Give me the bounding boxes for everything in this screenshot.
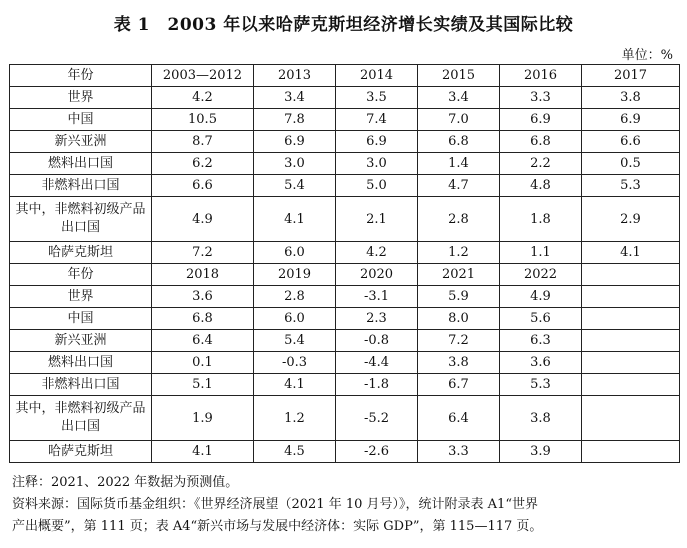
table-row (10, 87, 680, 109)
header-row (10, 65, 680, 87)
table-row (10, 441, 680, 463)
value-cell: 4.9 (500, 286, 582, 308)
value-cell: 4.1 (582, 242, 680, 264)
value-cell: 4.1 (254, 374, 336, 396)
value-cell: 0.5 (582, 153, 680, 175)
value-cell: 6.7 (418, 374, 500, 396)
value-cell: 3.3 (418, 441, 500, 463)
note-line: 注释：2021、2022 年数据为预测值。 (12, 475, 239, 490)
row-label: 其中，非燃料初级产品出口国 (10, 197, 152, 242)
unit-label: 单位：% (621, 48, 673, 63)
value-cell: 10.5 (152, 109, 254, 131)
year-header (582, 264, 680, 286)
value-cell: 4.2 (336, 242, 418, 264)
value-cell: 1.9 (152, 396, 254, 441)
value-cell: 6.4 (418, 396, 500, 441)
value-cell: 1.2 (254, 396, 336, 441)
row-label: 世界 (10, 286, 152, 308)
row-label: 其中，非燃料初级产品出口国 (10, 396, 152, 441)
value-cell: 6.8 (152, 308, 254, 330)
year-header: 2022 (500, 264, 582, 286)
table-row (10, 396, 680, 441)
value-cell: 3.0 (254, 153, 336, 175)
row-label: 哈萨克斯坦 (10, 441, 152, 463)
table-row (10, 131, 680, 153)
value-cell (582, 330, 680, 352)
value-cell (582, 352, 680, 374)
value-cell: 8.0 (418, 308, 500, 330)
source-line: 产出概要”，第 111 页；表 A4“新兴市场与发展中经济体：实际 GDP”，第 115—117 页。 (12, 519, 543, 534)
row-label: 年份 (10, 65, 152, 87)
value-cell: 2.8 (418, 197, 500, 242)
value-cell: 2.2 (500, 153, 582, 175)
value-cell: 6.9 (254, 131, 336, 153)
value-cell: 5.4 (254, 330, 336, 352)
value-cell: 2.1 (336, 197, 418, 242)
value-cell (582, 286, 680, 308)
value-cell: 0.1 (152, 352, 254, 374)
notes (12, 472, 680, 538)
row-label: 非燃料出口国 (10, 374, 152, 396)
year-header: 2017 (582, 65, 680, 87)
value-cell: 7.0 (418, 109, 500, 131)
row-label: 非燃料出口国 (10, 175, 152, 197)
value-cell: 6.8 (500, 131, 582, 153)
year-header: 2019 (254, 264, 336, 286)
year-header: 2013 (254, 65, 336, 87)
year-header: 2020 (336, 264, 418, 286)
row-label: 新兴亚洲 (10, 131, 152, 153)
value-cell: 7.2 (152, 242, 254, 264)
value-cell: 6.9 (582, 109, 680, 131)
value-cell: 6.9 (500, 109, 582, 131)
value-cell: -1.8 (336, 374, 418, 396)
value-cell: 4.7 (418, 175, 500, 197)
value-cell: 3.8 (500, 396, 582, 441)
table-title: 表 1 2003 年以来哈萨克斯坦经济增长实绩及其国际比较 (113, 15, 574, 35)
value-cell: 5.0 (336, 175, 418, 197)
value-cell: 2.9 (582, 197, 680, 242)
value-cell: -0.3 (254, 352, 336, 374)
year-header: 2015 (418, 65, 500, 87)
table-row (10, 242, 680, 264)
value-cell: 3.4 (254, 87, 336, 109)
value-cell: 8.7 (152, 131, 254, 153)
row-label: 世界 (10, 87, 152, 109)
value-cell: 6.6 (152, 175, 254, 197)
growth-table (9, 64, 680, 463)
table-row (10, 197, 680, 242)
value-cell: 2.8 (254, 286, 336, 308)
table-row (10, 175, 680, 197)
value-cell: 1.2 (418, 242, 500, 264)
value-cell: 1.4 (418, 153, 500, 175)
value-cell: -0.8 (336, 330, 418, 352)
value-cell: 4.5 (254, 441, 336, 463)
year-header: 2018 (152, 264, 254, 286)
value-cell: 1.1 (500, 242, 582, 264)
value-cell: 6.9 (336, 131, 418, 153)
value-cell (582, 374, 680, 396)
value-cell (582, 308, 680, 330)
value-cell: 5.9 (418, 286, 500, 308)
row-label: 中国 (10, 109, 152, 131)
value-cell (582, 396, 680, 441)
table-row (10, 330, 680, 352)
value-cell: 5.1 (152, 374, 254, 396)
value-cell: 6.6 (582, 131, 680, 153)
year-header: 2014 (336, 65, 418, 87)
value-cell: 3.3 (500, 87, 582, 109)
value-cell (582, 441, 680, 463)
value-cell: 7.8 (254, 109, 336, 131)
header-row (10, 264, 680, 286)
value-cell: 6.8 (418, 131, 500, 153)
row-label: 燃料出口国 (10, 153, 152, 175)
value-cell: 4.1 (254, 197, 336, 242)
value-cell: 5.3 (582, 175, 680, 197)
row-label: 燃料出口国 (10, 352, 152, 374)
value-cell: 3.9 (500, 441, 582, 463)
value-cell: 6.0 (254, 308, 336, 330)
row-label: 新兴亚洲 (10, 330, 152, 352)
source-line: 资料来源：国际货币基金组织：《世界经济展望（2021 年 10 月号）》，统计附录表 A1“世界 (12, 497, 538, 512)
value-cell: 5.4 (254, 175, 336, 197)
value-cell: 3.5 (336, 87, 418, 109)
value-cell: 4.8 (500, 175, 582, 197)
value-cell: 3.8 (418, 352, 500, 374)
value-cell: -4.4 (336, 352, 418, 374)
year-header: 2021 (418, 264, 500, 286)
value-cell: 5.6 (500, 308, 582, 330)
value-cell: 3.6 (152, 286, 254, 308)
table-row (10, 374, 680, 396)
year-header: 2016 (500, 65, 582, 87)
value-cell: -2.6 (336, 441, 418, 463)
value-cell: -3.1 (336, 286, 418, 308)
value-cell: 6.3 (500, 330, 582, 352)
value-cell: 3.0 (336, 153, 418, 175)
value-cell: 4.2 (152, 87, 254, 109)
year-header: 2003—2012 (152, 65, 254, 87)
value-cell: -5.2 (336, 396, 418, 441)
value-cell: 7.2 (418, 330, 500, 352)
table-row (10, 153, 680, 175)
table-row (10, 352, 680, 374)
value-cell: 3.4 (418, 87, 500, 109)
value-cell: 4.1 (152, 441, 254, 463)
value-cell: 7.4 (336, 109, 418, 131)
value-cell: 6.2 (152, 153, 254, 175)
value-cell: 2.3 (336, 308, 418, 330)
value-cell: 6.4 (152, 330, 254, 352)
table-row (10, 308, 680, 330)
row-label: 年份 (10, 264, 152, 286)
value-cell: 6.0 (254, 242, 336, 264)
table-row (10, 286, 680, 308)
value-cell: 3.6 (500, 352, 582, 374)
row-label: 哈萨克斯坦 (10, 242, 152, 264)
value-cell: 1.8 (500, 197, 582, 242)
table-row (10, 109, 680, 131)
value-cell: 4.9 (152, 197, 254, 242)
value-cell: 5.3 (500, 374, 582, 396)
value-cell: 3.8 (582, 87, 680, 109)
row-label: 中国 (10, 308, 152, 330)
